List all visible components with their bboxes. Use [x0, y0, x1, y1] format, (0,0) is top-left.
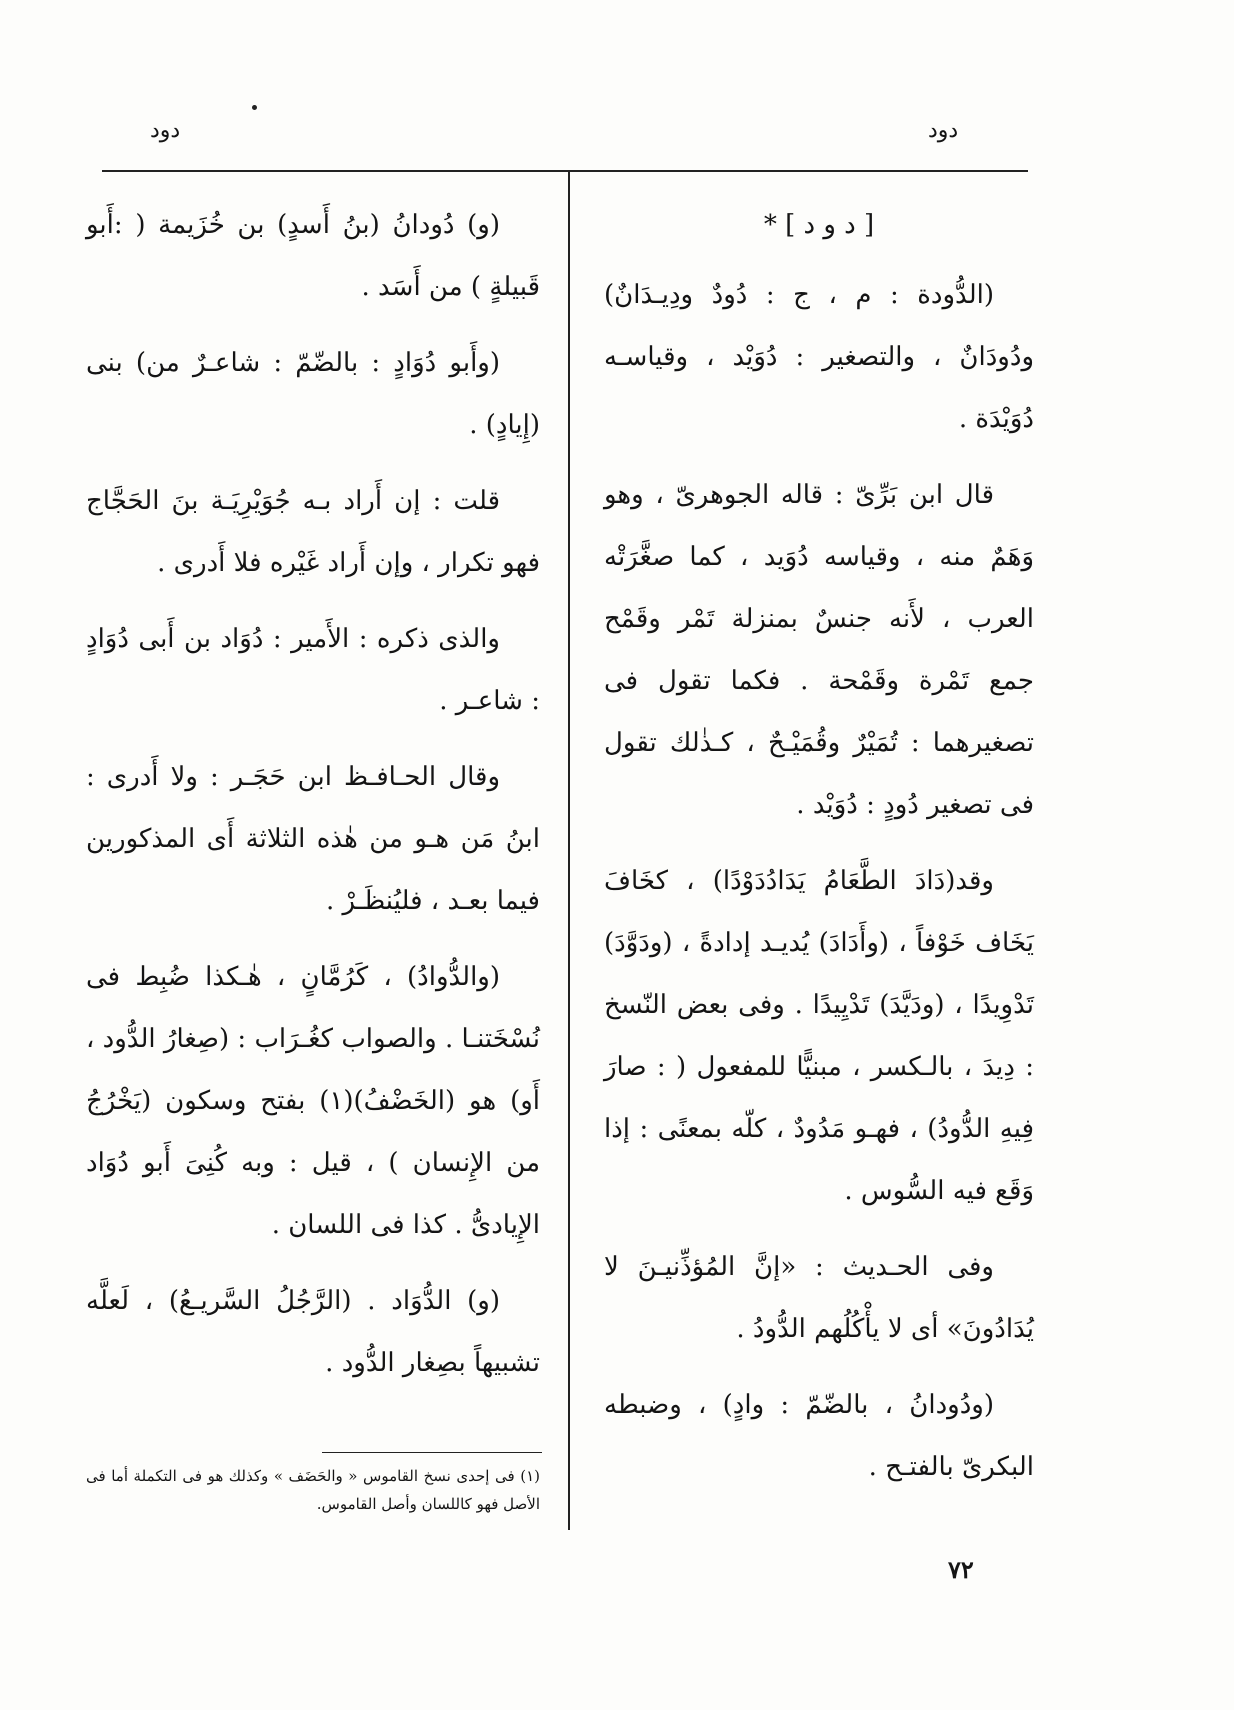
ink-speck [252, 105, 257, 110]
running-header-left: دود [150, 118, 181, 143]
left-column [86, 194, 540, 1408]
column-divider [568, 172, 570, 1530]
paragraph: والذى ذكره : الأَمير : دُوَاد بن أَبى دُوَادٍ : شاعـر . [86, 624, 540, 716]
right-column [604, 194, 1034, 1512]
paragraph: وقال الحـافـظ ابن حَجَـر : ولا أَدرى : ابنُ مَن هـو من هٰذه الثلاثة أَى المذكورين فيما بعـد ، فليُنظَـرْ . [86, 762, 540, 916]
paragraph: (وأَبو دُوَادٍ : بالضّمّ : شاعـرٌ من) بنى (إِيادٍ) . [86, 348, 540, 440]
paragraph: قال ابن بَرِّىّ : قاله الجوهرىّ ، وهو وَهَمٌ منه ، وقياسه دُوَيد ، كما صغَّرَتْه العرب ، لأَنه جنسٌ بمنزلة تَمْر وقَمْح جمع تَمْرة وقَمْحة . فكما تقول فى تصغيرهما : تُمَيْرٌ وقُمَيْـحٌ ، كـذٰلك تقول فى تصغير دُودٍ : دُوَيْد . [604, 480, 1034, 820]
header-rule [102, 170, 1028, 172]
entry-heading: [ د و د ] * [763, 210, 875, 240]
page-number: ٧٢ [948, 1555, 974, 1584]
footnote-rule [322, 1452, 542, 1453]
running-header-right: دود [928, 118, 959, 143]
paragraph: (و) دُودانُ (بنُ أَسدٍ) بن خُزَيمة ( :أَبو قَبيلةٍ ) من أَسَد . [86, 210, 540, 302]
paragraph: (و) الدُّوَاد . (الرَّجُلُ السَّريـعُ) ، لَعلَّه تشبيهاً بصِغار الدُّود . [86, 1286, 540, 1378]
paragraph: وفى الحـديث : «إنَّ المُؤذِّنيـنَ لا يُدَادُونَ» أى لا يأْكُلُهم الدُّودُ . [604, 1252, 1034, 1344]
paragraph: قلت : إن أَراد بـه جُوَيْرِيَـة بنَ الحَجَّاج فهو تكرار ، وإن أَراد غَيْره فلا أَدرى . [86, 486, 540, 578]
paragraph: وقد(دَادَ الطَّعَامُ يَدَادُدَوْدًا) ، كخَافَ يَخَاف خَوْفاً ، (وأَدَادَ) يُديـد إدادةً ، (ودَوَّدَ) تَدْوِيدًا ، (ودَيَّدَ) تَدْيِيدًا . وفى بعض النّسخ : دِيدَ ، بالـكسر ، مبنيًّا للمفعول ( : صارَ فِيهِ الدُّودُ) ، فهـو مَدُودٌ ، كلّه بمعنًى : إذا وَقَع فيه السُّوس . [604, 866, 1034, 1206]
footnote: (١) فى إحدى نسخ القاموس « والحَضَف » وكذلك هو فى التكملة أما فى الأصل فهو كاللسان وأصل القاموس. [86, 1467, 540, 1513]
paragraph: (الدُّودة : م ، ج : دُودٌ ودِيـدَانٌ) ودُودَانٌ ، والتصغير : دُوَيْد ، وقياسـه دُوَيْدَة . [604, 280, 1034, 434]
paragraph: (والدُّوادُ) ، كَرُمَّانٍ ، هٰـكذا ضُبِط فى نُسْخَتنـا . والصواب كغُـرَاب : (صِغارُ الدُّود ، أَو) هو (الخَضْفُ)(١) بفتح وسكون (يَخْرُجُ من الإِنسان ) ، قيل : وبه كُنِىَ أَبو دُوَاد الإِيادىُّ . كذا فى اللسان . [86, 962, 540, 1240]
paragraph: (ودُودانُ ، بالضّمّ : وادٍ) ، وضبطه البكرىّ بالفتـح . [604, 1390, 1034, 1482]
